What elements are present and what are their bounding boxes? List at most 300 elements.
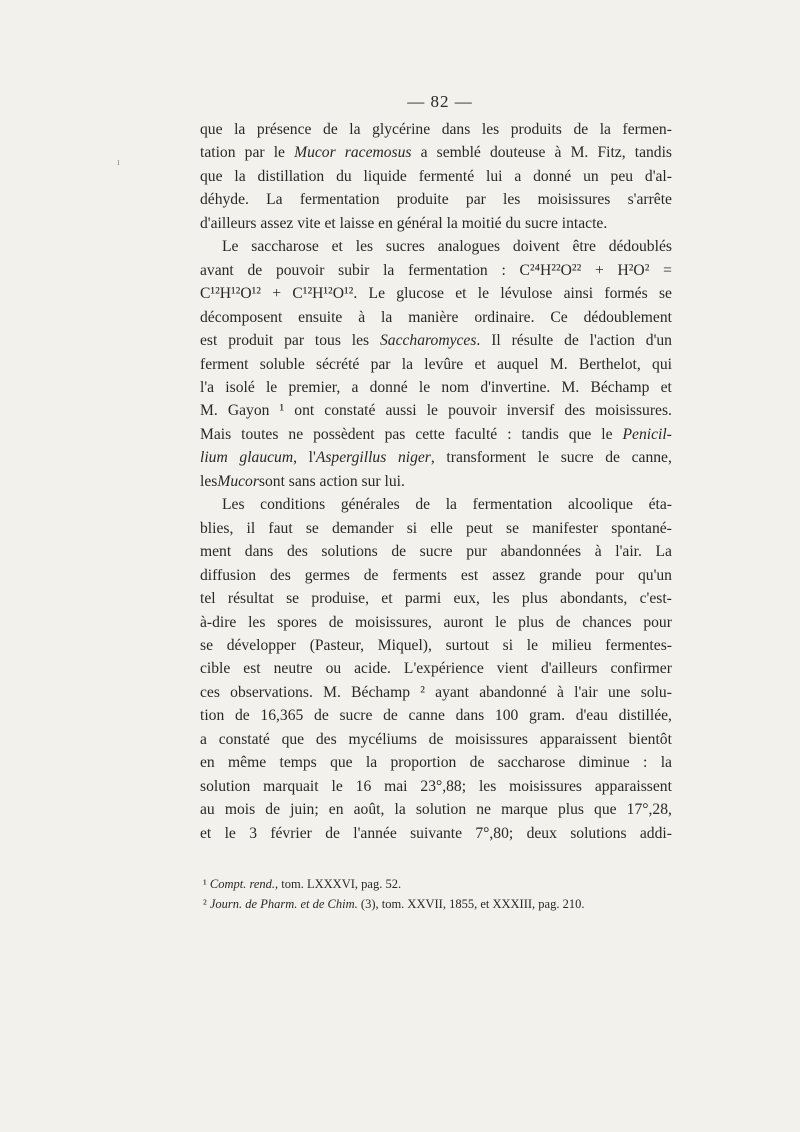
text-run: C²⁴H²²O²²: [519, 261, 582, 279]
text-run: le: [265, 378, 278, 396]
text-run: La: [266, 191, 283, 209]
word: [306, 517, 319, 540]
text-run: fermentation: [408, 261, 488, 279]
text-line: [200, 728, 672, 751]
word: [339, 704, 372, 727]
text-run: d'invertine.: [480, 378, 551, 396]
word: [474, 306, 534, 329]
text-run: toutes: [241, 425, 279, 443]
text-run: H²O²: [617, 261, 650, 279]
italic-text: Mucor: [294, 144, 336, 162]
text-run: fermentation: [472, 496, 553, 514]
word: [595, 540, 602, 563]
word: [550, 353, 568, 376]
text-run: solution: [200, 777, 251, 795]
text-run: de: [363, 566, 379, 584]
text-run: de: [469, 754, 485, 772]
word: [270, 822, 312, 845]
text-run: de: [415, 496, 431, 514]
word: [402, 353, 413, 376]
text-run: le: [477, 285, 490, 303]
word: [659, 282, 672, 305]
word: [263, 775, 318, 798]
word: [384, 775, 407, 798]
text-run: C¹²H¹²O¹²: [200, 285, 261, 303]
word: [475, 822, 513, 845]
text-run: sucre: [560, 449, 594, 467]
word: [640, 822, 672, 845]
text-run: donné: [369, 378, 408, 396]
word: [392, 564, 447, 587]
italic-text: lium: [200, 449, 228, 467]
text-run: pour: [643, 613, 672, 631]
word: [643, 611, 672, 634]
text-run: dans: [244, 543, 274, 561]
word: [292, 282, 357, 305]
word: [371, 353, 391, 376]
text-run: plus: [518, 613, 545, 631]
word: [372, 118, 430, 141]
text-run: dédoublés: [608, 238, 672, 256]
word: [391, 751, 457, 774]
text-run: est: [243, 660, 261, 678]
word: [454, 587, 480, 610]
word: [234, 165, 245, 188]
word: [316, 353, 359, 376]
text-run: le: [331, 777, 343, 795]
word: [200, 399, 218, 422]
word: [200, 822, 211, 845]
text-run: février: [270, 824, 312, 842]
word: [455, 728, 528, 751]
text-run: a: [514, 167, 522, 185]
word: [538, 188, 611, 211]
text-run: glycérine: [372, 121, 431, 138]
word: [225, 376, 254, 399]
text-run: auront: [443, 613, 484, 631]
text-run: le: [426, 402, 438, 420]
text-line: [200, 540, 672, 563]
word: [501, 798, 548, 821]
text-run: se: [286, 590, 300, 608]
word: [370, 376, 408, 399]
word: [595, 564, 624, 587]
text-run: L'expérience: [403, 660, 484, 678]
word: [540, 728, 617, 751]
text-run: par: [284, 332, 305, 350]
text-run: le: [537, 449, 550, 467]
text-line: [200, 376, 672, 399]
word: [404, 657, 484, 680]
text-run: confirmer: [610, 660, 672, 678]
text-run: plus: [557, 801, 584, 819]
text-run: de: [234, 707, 250, 725]
text-run: transforment: [446, 449, 527, 467]
word: [351, 376, 358, 399]
word: [509, 775, 582, 798]
text-run: que: [200, 167, 223, 185]
word: [381, 587, 392, 610]
text-run: et: [200, 824, 212, 842]
text-run: Le: [368, 285, 385, 303]
word: [405, 587, 441, 610]
text-run: que: [330, 754, 353, 772]
text-run: que: [281, 730, 305, 748]
text-run: Ce: [550, 308, 568, 326]
text-run: ou: [325, 660, 342, 678]
text-run: que: [594, 801, 617, 819]
text-run: glucose: [396, 285, 444, 303]
text-run: apparaissent: [539, 730, 617, 748]
text-run: canne: [408, 707, 445, 725]
word: [492, 564, 525, 587]
word: [564, 329, 579, 352]
text-run: abandonnées: [500, 543, 582, 561]
word: [424, 353, 463, 376]
word: [527, 822, 557, 845]
word: [225, 798, 255, 821]
text-run: mycéliums: [348, 730, 417, 748]
text-run: constaté: [324, 402, 376, 420]
text-run: des: [287, 543, 308, 561]
text-run: la: [381, 308, 393, 326]
word: [248, 611, 265, 634]
text-run: qu'un: [637, 566, 672, 584]
text-run: observations.: [230, 683, 313, 701]
word: [623, 423, 672, 446]
text-run: produise,: [311, 590, 369, 608]
text-run: développer: [226, 636, 296, 654]
word: [569, 423, 592, 446]
text-run: apparaissent: [594, 777, 672, 795]
text-run: isolé: [225, 378, 255, 396]
word: [529, 704, 565, 727]
text-run: aussi: [385, 402, 417, 420]
word: [234, 118, 245, 141]
text-line: [200, 423, 672, 446]
text-run: du: [336, 167, 352, 185]
word: [200, 188, 249, 211]
text-run: cible: [200, 660, 231, 678]
word: [576, 704, 608, 727]
text-run: :: [507, 425, 512, 443]
text-run: Miquel),: [377, 636, 432, 654]
text-run: d'al-: [644, 167, 672, 185]
word: [200, 282, 261, 305]
text-run: Béchamp: [351, 683, 411, 701]
word: [518, 611, 544, 634]
word: [200, 634, 213, 657]
word: [249, 822, 257, 845]
word: [561, 446, 594, 469]
text-run: éta-: [648, 496, 672, 514]
text-run: l'a: [200, 378, 215, 396]
text-run: la: [401, 355, 414, 373]
text-run: les: [481, 121, 500, 138]
text-run: la: [599, 121, 611, 138]
word: [522, 423, 559, 446]
word: [364, 564, 379, 587]
text-line: [200, 212, 672, 235]
word: [316, 728, 337, 751]
word: [286, 587, 299, 610]
text-run: de: [325, 824, 340, 842]
text-run: ferment: [200, 355, 249, 373]
text-run: Berthelot,: [578, 355, 641, 373]
word: [200, 751, 215, 774]
text-run: .: [476, 332, 481, 350]
word: [564, 399, 585, 422]
word: [391, 540, 406, 563]
text-run: l'année: [353, 824, 397, 842]
word: [277, 611, 317, 634]
text-run: la: [383, 261, 395, 279]
word: [605, 634, 672, 657]
word: [353, 822, 397, 845]
page-number: — 82 —: [407, 92, 473, 111]
text-run: le: [495, 613, 507, 631]
text-line: [200, 611, 672, 634]
text-line: [200, 775, 672, 798]
word: [466, 517, 493, 540]
text-run: l'air.: [615, 543, 642, 561]
text-run: analogues: [437, 238, 501, 256]
text-run: =: [663, 261, 672, 279]
text-run: sont sans action sur lui.: [258, 472, 405, 490]
word: [270, 564, 291, 587]
word: [398, 446, 435, 469]
text-run: peu: [610, 167, 634, 185]
word: [348, 728, 416, 751]
word: [476, 798, 491, 821]
word: [200, 423, 231, 446]
word: [383, 704, 398, 727]
text-run: résultat: [227, 590, 274, 608]
text-run: acide.: [354, 660, 391, 678]
text-run: les: [351, 332, 370, 350]
text-run: auquel: [497, 355, 539, 373]
word: [228, 751, 266, 774]
word: [492, 587, 509, 610]
text-run: sucre: [419, 543, 453, 561]
word: [590, 329, 635, 352]
word: [419, 376, 430, 399]
word: [421, 141, 428, 164]
word: [583, 165, 599, 188]
word: [309, 446, 387, 469]
word: [595, 775, 672, 798]
word: [351, 681, 410, 704]
word: [310, 634, 364, 657]
word: [520, 259, 582, 282]
word: [441, 376, 469, 399]
word: [461, 564, 478, 587]
word: [287, 540, 308, 563]
italic-text: racemosus: [344, 144, 412, 162]
text-run: manière: [408, 308, 459, 326]
text-line: [200, 634, 672, 657]
word: [429, 728, 444, 751]
text-line: [200, 704, 672, 727]
word: [506, 517, 519, 540]
text-run: même: [228, 754, 267, 772]
word: [356, 235, 373, 258]
text-run: tel: [200, 590, 216, 608]
text-run: tous: [314, 332, 341, 350]
text-run: de: [383, 707, 398, 725]
text-run: la: [445, 496, 457, 514]
word: [527, 634, 538, 657]
text-run: pouvoir: [275, 261, 325, 279]
text-run: germes: [304, 566, 350, 584]
word: [200, 564, 256, 587]
text-run: distillée,: [618, 707, 672, 725]
text-line: [200, 517, 672, 540]
word: [323, 118, 338, 141]
text-run: solutions: [570, 824, 627, 842]
text-run: 3: [249, 824, 257, 842]
text-run: de: [247, 261, 263, 279]
text-run: est: [460, 566, 479, 584]
text-run: Gayon: [227, 402, 270, 420]
text-run: dans: [441, 121, 471, 138]
text-run: les: [492, 590, 510, 608]
text-run: saccharose: [497, 754, 566, 772]
word: [555, 141, 562, 164]
word: [325, 822, 340, 845]
word: [266, 188, 282, 211]
text-run: de: [564, 332, 579, 350]
text-run: spores: [277, 613, 317, 631]
word: [435, 681, 469, 704]
word: [378, 634, 432, 657]
text-run: assez: [492, 566, 526, 584]
word: [313, 423, 375, 446]
text-run: 7°,80;: [475, 824, 514, 842]
word: [200, 798, 215, 821]
text-run: diminue: [578, 754, 630, 772]
word: [381, 306, 392, 329]
word: [501, 259, 505, 282]
text-run: +: [272, 285, 282, 303]
word: [279, 751, 316, 774]
text-line: [200, 118, 672, 141]
word: [420, 540, 453, 563]
text-line: [200, 751, 672, 774]
word: [409, 704, 445, 727]
text-run: le: [273, 144, 285, 162]
text-run: Il: [491, 332, 501, 350]
italic-text: Saccharomyces: [380, 332, 477, 350]
word: [358, 306, 365, 329]
word: [266, 376, 277, 399]
word: [349, 118, 360, 141]
text-run: a: [420, 144, 428, 162]
word: [415, 423, 444, 446]
text-run: juin;: [290, 801, 319, 819]
text-run: , tom. LXXXVI, pag. 52.: [275, 877, 402, 891]
text-line: [200, 798, 672, 821]
word: [568, 493, 633, 516]
text-run: dans: [455, 707, 485, 725]
word: [366, 751, 377, 774]
word: [479, 775, 496, 798]
text-run: milieu: [551, 636, 592, 654]
italic-text: Penicil-: [622, 425, 672, 443]
text-run: plus: [521, 590, 548, 608]
text-run: ¹: [279, 402, 285, 420]
word: [222, 493, 245, 516]
text-run: ainsi: [563, 285, 594, 303]
text-run: solu-: [640, 683, 672, 701]
word: [326, 657, 342, 680]
word: [501, 540, 582, 563]
word: [200, 353, 249, 376]
word: [448, 399, 497, 422]
text-run: moisissures,: [355, 613, 432, 631]
text-run: l'air: [574, 683, 598, 701]
word: [522, 587, 548, 610]
word: [294, 399, 314, 422]
word: [200, 259, 234, 282]
text-run: produit: [228, 332, 274, 350]
word: [600, 118, 611, 141]
text-run: solution: [415, 801, 467, 819]
word: [419, 165, 474, 188]
word: [539, 564, 581, 587]
text-run: ces: [200, 683, 220, 701]
text-run: août,: [353, 801, 385, 819]
word: [473, 493, 553, 516]
text-run: (Pasteur,: [309, 636, 365, 654]
text-line: [200, 470, 672, 493]
text-line: [200, 681, 672, 704]
text-line: [200, 188, 672, 211]
word: [609, 235, 672, 258]
text-line: [200, 282, 672, 305]
text-run: canne,: [631, 449, 672, 467]
word: [354, 657, 391, 680]
word: [356, 775, 372, 798]
text-run: c'est-: [639, 590, 672, 608]
word: [268, 517, 292, 540]
word: [570, 822, 626, 845]
word: [632, 446, 672, 469]
word: [300, 188, 380, 211]
text-run: ensuite: [298, 308, 343, 326]
text-run: de: [391, 543, 407, 561]
word: [332, 517, 393, 540]
text-run: s'arrête: [627, 191, 672, 209]
text-run: M.: [323, 683, 341, 701]
word: [247, 517, 256, 540]
text-run: 100: [494, 707, 519, 725]
text-run: moisissures: [537, 191, 611, 209]
text-run: C¹²H¹²O¹².: [292, 285, 358, 303]
word: [590, 376, 649, 399]
word: [235, 704, 250, 727]
text-run: M.: [200, 402, 218, 420]
text-run: moisissures.: [595, 402, 672, 420]
text-run: spontané-: [611, 519, 672, 537]
footnotes: [203, 874, 675, 914]
text-run: faculté: [454, 425, 498, 443]
text-run: en: [200, 754, 215, 772]
word: [200, 704, 224, 727]
word: [645, 165, 672, 188]
word: [427, 399, 438, 422]
text-run: +: [594, 261, 604, 279]
